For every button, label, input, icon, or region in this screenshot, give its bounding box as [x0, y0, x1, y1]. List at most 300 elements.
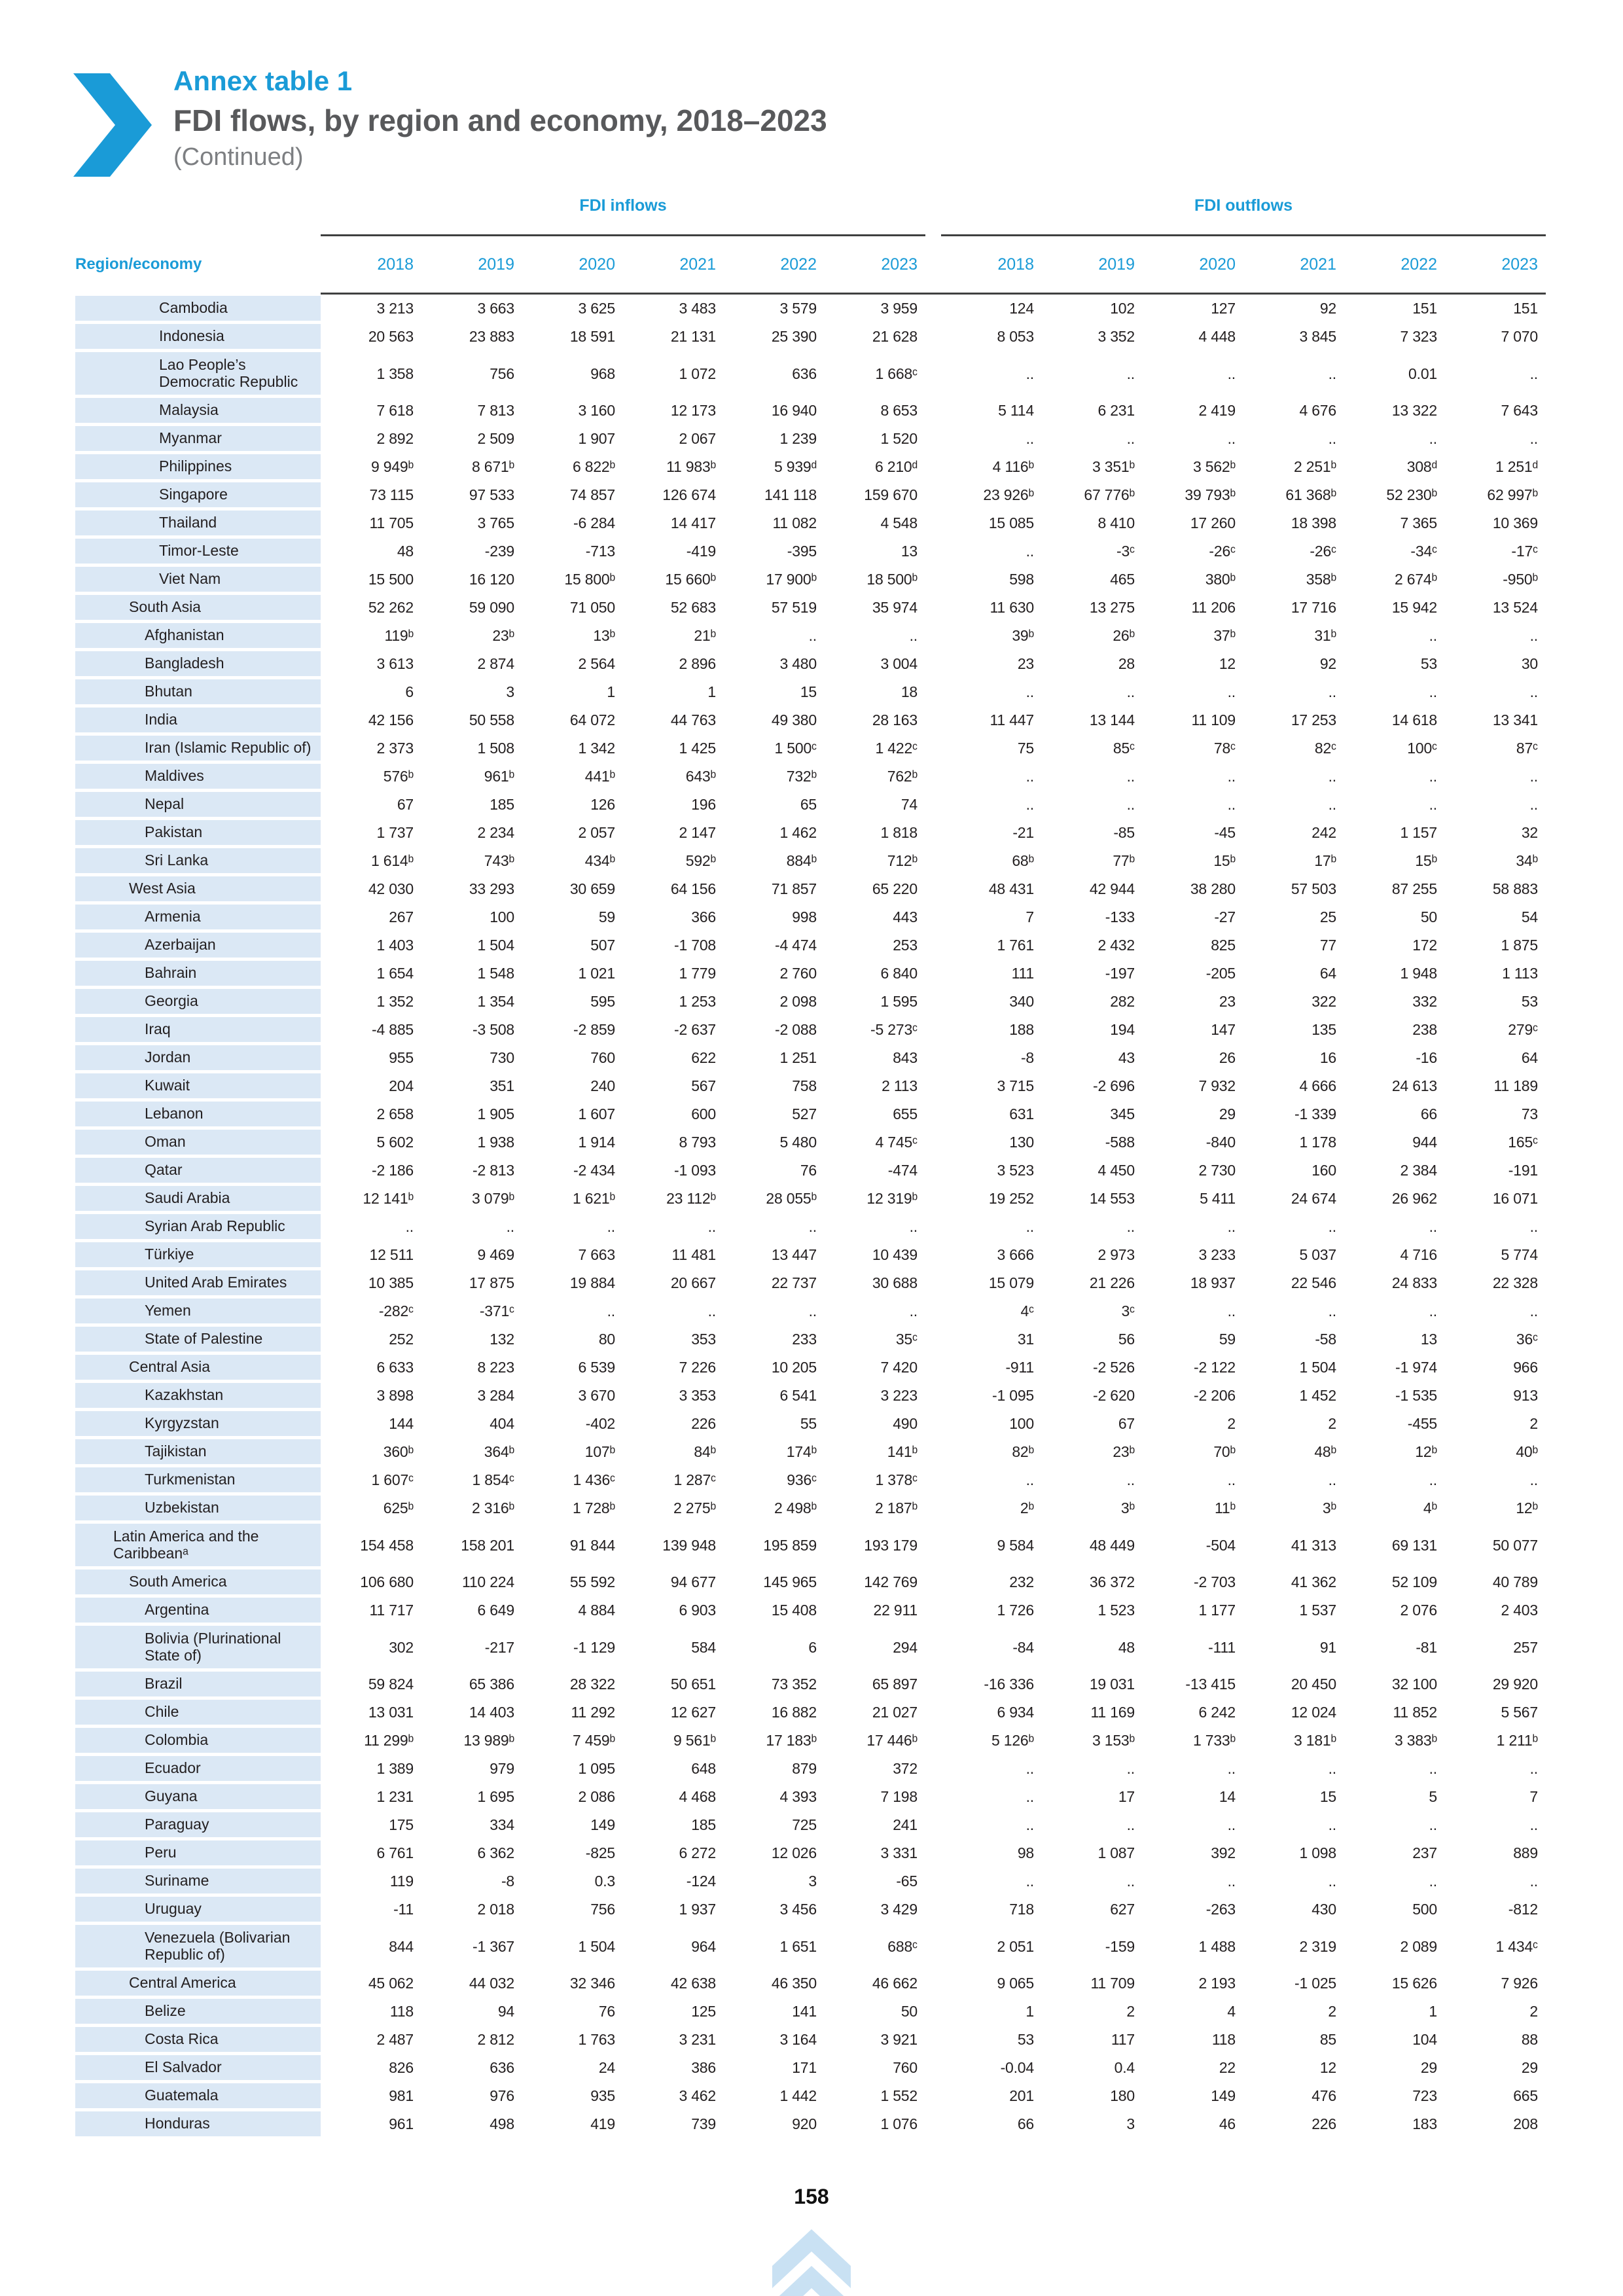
value-cell: 2 076: [1400, 1602, 1437, 1619]
value-cell: 53: [1017, 2031, 1034, 2048]
value-cell: 144: [389, 1415, 414, 1432]
value-cell: 2 187ᵇ: [874, 1499, 918, 1516]
value-cell: -8: [501, 1873, 514, 1890]
group-gap: [925, 1128, 941, 1157]
value-cell: 100ᶜ: [1407, 740, 1437, 757]
value-cell: 66: [1017, 2115, 1034, 2132]
page-number: 158: [794, 2185, 829, 2208]
value-cell: 443: [893, 908, 918, 925]
row-label: Indonesia: [75, 324, 321, 349]
value-cell: 739: [691, 2115, 716, 2132]
value-cell: 119: [389, 1873, 414, 1890]
value-cell: 1 651: [779, 1937, 817, 1955]
value-cell: -2 186: [371, 1162, 414, 1179]
value-cell: -26ᶜ: [1209, 543, 1236, 560]
row-label: Pakistan: [75, 820, 321, 845]
table-row: [75, 2026, 1546, 2054]
value-cell: 94: [497, 2003, 514, 2020]
value-cell: 194: [1110, 1021, 1135, 1038]
year-label: 2021: [679, 255, 716, 274]
year-label: 2018: [377, 255, 414, 274]
value-cell: 48ᵇ: [1314, 1443, 1336, 1460]
value-cell: 11 109: [1191, 711, 1236, 728]
value-cell: 2 674ᵇ: [1394, 571, 1437, 588]
value-cell: 23 926ᵇ: [983, 486, 1034, 503]
value-cell: ..: [1126, 796, 1135, 813]
value-cell: 4 716: [1400, 1246, 1437, 1263]
row-label: Iran (Islamic Republic of): [75, 736, 321, 761]
table-row: [75, 706, 1546, 734]
value-cell: -825: [585, 1844, 615, 1861]
value-cell: 1 452: [1299, 1387, 1336, 1404]
group-gap: [925, 1670, 941, 1698]
group-gap: [925, 1382, 941, 1410]
value-cell: ..: [1126, 1218, 1135, 1235]
value-cell: 3 921: [880, 2031, 918, 2048]
value-cell: 1 595: [880, 993, 918, 1010]
value-cell: ..: [1126, 1760, 1135, 1777]
value-cell: ..: [1429, 1816, 1437, 1833]
value-cell: 100: [490, 908, 514, 925]
value-cell: 419: [590, 2115, 615, 2132]
value-cell: 404: [490, 1415, 514, 1432]
value-cell: 3 579: [779, 300, 817, 317]
value-cell: 1 442: [779, 2087, 817, 2104]
value-cell: 67 776ᵇ: [1084, 486, 1135, 503]
value-cell: 28 322: [569, 1676, 615, 1693]
row-label: Argentina: [75, 1598, 321, 1623]
value-cell: 3 483: [679, 300, 716, 317]
row-label: Venezuela (Bolivarian Republic of): [75, 1925, 321, 1967]
value-cell: 21 226: [1089, 1274, 1135, 1291]
value-cell: ..: [1126, 683, 1135, 700]
row-label: Oman: [75, 1130, 321, 1155]
value-cell: 576ᵇ: [383, 768, 414, 785]
value-cell: -21: [1012, 824, 1034, 841]
value-cell: 3: [506, 683, 514, 700]
value-cell: ..: [1026, 365, 1034, 382]
value-cell: 6 210ᵈ: [874, 458, 918, 475]
value-cell: 6 362: [477, 1844, 514, 1861]
value-cell: 1 504: [578, 1937, 615, 1955]
value-cell: 1: [1026, 2003, 1034, 2020]
value-cell: 56: [1118, 1331, 1135, 1348]
table-row: [75, 1466, 1546, 1494]
value-cell: 240: [590, 1077, 615, 1094]
value-cell: 52 262: [368, 599, 414, 616]
value-cell: 6 822ᵇ: [572, 458, 615, 475]
row-label: Ecuador: [75, 1756, 321, 1781]
value-cell: 55 592: [569, 1573, 615, 1590]
value-cell: 756: [490, 365, 514, 382]
value-cell: ..: [1227, 1760, 1236, 1777]
value-cell: ..: [1328, 683, 1336, 700]
row-label: Timor-Leste: [75, 539, 321, 564]
value-cell: 3ᵇ: [1120, 1499, 1135, 1516]
group-gap: [925, 1100, 941, 1128]
value-cell: 3 959: [880, 300, 918, 317]
group-gap: [925, 988, 941, 1016]
row-label: Yemen: [75, 1299, 321, 1323]
value-cell: 2 234: [477, 824, 514, 841]
row-label: Turkmenistan: [75, 1467, 321, 1492]
value-cell: 7 226: [679, 1359, 716, 1376]
group-header-row: [75, 196, 1546, 234]
value-cell: 1 072: [679, 365, 716, 382]
title-block: [173, 65, 827, 172]
value-cell: 935: [590, 2087, 615, 2104]
value-cell: 3 153ᵇ: [1092, 1732, 1135, 1749]
value-cell: -1 129: [573, 1638, 615, 1656]
value-cell: 73: [1521, 1105, 1538, 1122]
value-cell: -1 339: [1294, 1105, 1336, 1122]
value-cell: 595: [590, 993, 615, 1010]
value-cell: 8 410: [1097, 514, 1135, 531]
value-cell: 366: [691, 908, 716, 925]
value-cell: 1 914: [578, 1134, 615, 1151]
value-cell: -5 273ᶜ: [870, 1021, 918, 1038]
value-cell: -1 974: [1395, 1359, 1437, 1376]
value-cell: -2 088: [774, 1021, 817, 1038]
value-cell: ..: [1026, 543, 1034, 560]
value-cell: 308ᵈ: [1406, 458, 1437, 475]
value-cell: 345: [1110, 1105, 1135, 1122]
value-cell: 147: [1211, 1021, 1236, 1038]
value-cell: 10 385: [368, 1274, 414, 1291]
value-cell: 386: [691, 2059, 716, 2076]
value-cell: 17 260: [1190, 514, 1236, 531]
value-cell: 26: [1219, 1049, 1236, 1066]
group-gap: [925, 2054, 941, 2082]
table-row: [75, 1100, 1546, 1128]
group-gap: [925, 295, 941, 323]
value-cell: 174ᵇ: [786, 1443, 817, 1460]
value-cell: 8 793: [679, 1134, 716, 1151]
row-label: Malaysia: [75, 398, 321, 423]
value-cell: 6 840: [880, 965, 918, 982]
value-cell: -2 434: [573, 1162, 615, 1179]
value-cell: 1 621ᵇ: [572, 1190, 615, 1207]
value-cell: 2 057: [578, 824, 615, 841]
value-cell: 46 350: [771, 1975, 817, 1992]
value-cell: 9 469: [477, 1246, 514, 1263]
value-cell: 6 903: [679, 1602, 716, 1619]
value-cell: 77ᵇ: [1113, 852, 1135, 869]
value-cell: 3 351ᵇ: [1092, 458, 1135, 475]
outflows-rule: [941, 234, 1546, 236]
value-cell: 5 114: [998, 402, 1034, 419]
value-cell: 37ᵇ: [1213, 627, 1236, 644]
value-cell: -402: [585, 1415, 615, 1432]
table-row: [75, 2082, 1546, 2110]
chevron-up-icon: [772, 2223, 851, 2296]
value-cell: 1 654: [376, 965, 414, 982]
value-cell: 8 223: [477, 1359, 514, 1376]
value-cell: 92: [1319, 655, 1336, 672]
value-cell: 1 508: [477, 740, 514, 757]
value-cell: 126 674: [662, 486, 716, 503]
value-cell: 17 253: [1291, 711, 1336, 728]
table-row: [75, 1895, 1546, 1924]
group-gap: [925, 1783, 941, 1811]
value-cell: 41 313: [1291, 1536, 1336, 1554]
value-cell: ..: [1429, 1302, 1437, 1319]
value-cell: 498: [490, 2115, 514, 2132]
value-cell: 732ᵇ: [786, 768, 817, 785]
group-gap: [925, 351, 941, 397]
value-cell: ..: [1126, 365, 1135, 382]
value-cell: 1 358: [376, 365, 414, 382]
value-cell: ..: [1126, 430, 1135, 447]
value-cell: -0.04: [1000, 2059, 1034, 2076]
table-row: [75, 1568, 1546, 1596]
table-row: [75, 1044, 1546, 1072]
value-cell: 17 716: [1291, 599, 1336, 616]
value-cell: -1 535: [1395, 1387, 1437, 1404]
value-cell: ..: [1026, 1873, 1034, 1890]
value-cell: 6 633: [376, 1359, 414, 1376]
year-label: 2021: [1300, 255, 1336, 274]
value-cell: 1 251ᵈ: [1495, 458, 1538, 475]
value-cell: -419: [686, 543, 716, 560]
value-cell: 4 448: [1198, 328, 1236, 345]
value-cell: -3ᶜ: [1116, 543, 1135, 560]
table-row: [75, 1382, 1546, 1410]
value-cell: 6 761: [376, 1844, 414, 1861]
value-cell: 3 233: [1198, 1246, 1236, 1263]
group-gap: [925, 791, 941, 819]
value-cell: 998: [792, 908, 817, 925]
value-cell: -2 696: [1092, 1077, 1135, 1094]
table-row: [75, 323, 1546, 351]
value-cell: 2 658: [376, 1105, 414, 1122]
group-gap: [925, 1698, 941, 1727]
value-cell: 889: [1513, 1844, 1538, 1861]
value-cell: 11 717: [369, 1602, 414, 1619]
value-cell: 195 859: [763, 1536, 817, 1554]
value-cell: ..: [1227, 430, 1236, 447]
value-cell: 15: [800, 683, 817, 700]
value-cell: -1 093: [673, 1162, 716, 1179]
value-cell: 636: [490, 2059, 514, 2076]
value-cell: 2 051: [997, 1937, 1034, 1955]
table-row: [75, 1727, 1546, 1755]
value-cell: 3 429: [880, 1901, 918, 1918]
value-cell: 59: [1219, 1331, 1236, 1348]
row-label: Qatar: [75, 1158, 321, 1183]
value-cell: -17ᶜ: [1511, 543, 1538, 560]
value-cell: 434ᵇ: [584, 852, 615, 869]
value-cell: -2 620: [1092, 1387, 1135, 1404]
value-cell: 1 728ᵇ: [572, 1499, 615, 1516]
value-cell: 2 509: [477, 430, 514, 447]
row-label: Guatemala: [75, 2083, 321, 2108]
value-cell: 4 884: [578, 1602, 615, 1619]
row-label: Bahrain: [75, 961, 321, 986]
value-cell: 3: [1126, 2115, 1135, 2132]
value-cell: 961: [389, 2115, 414, 2132]
value-cell: 70ᵇ: [1213, 1443, 1236, 1460]
value-cell: 476: [1311, 2087, 1336, 2104]
value-cell: 11 206: [1191, 599, 1236, 616]
group-gap: [925, 1924, 941, 1969]
value-cell: 1 905: [477, 1105, 514, 1122]
value-cell: 9 065: [997, 1975, 1034, 1992]
value-cell: 392: [1211, 1844, 1236, 1861]
value-cell: 19 884: [569, 1274, 615, 1291]
value-cell: 4 745ᶜ: [875, 1134, 918, 1151]
value-cell: 966: [1513, 1359, 1538, 1376]
chevron-right-icon: [73, 73, 152, 177]
value-cell: 1 342: [578, 740, 615, 757]
table-row: [75, 1325, 1546, 1354]
value-cell: 52 230ᵇ: [1386, 486, 1437, 503]
value-cell: 3 670: [578, 1387, 615, 1404]
value-cell: 12: [1219, 655, 1236, 672]
value-cell: 12: [1319, 2059, 1336, 2076]
table-row: [75, 1410, 1546, 1438]
value-cell: -1 025: [1294, 1975, 1336, 1992]
value-cell: 7: [1026, 908, 1034, 925]
value-cell: 1 668ᶜ: [875, 365, 918, 382]
value-cell: 1 095: [578, 1760, 615, 1777]
value-cell: ..: [1227, 365, 1236, 382]
value-cell: 944: [1412, 1134, 1437, 1151]
value-cell: 6 242: [1198, 1704, 1236, 1721]
value-cell: -263: [1205, 1901, 1236, 1918]
value-cell: 648: [691, 1760, 716, 1777]
value-cell: 11 292: [571, 1704, 615, 1721]
table-row: [75, 1596, 1546, 1624]
value-cell: 22 546: [1291, 1274, 1336, 1291]
value-cell: 507: [590, 937, 615, 954]
value-cell: 372: [893, 1760, 918, 1777]
year-label: 2020: [1199, 255, 1236, 274]
value-cell: 598: [1009, 571, 1034, 588]
table-row: [75, 1624, 1546, 1670]
value-cell: 104: [1412, 2031, 1437, 2048]
value-cell: 15 800ᵇ: [564, 571, 615, 588]
group-gap: [925, 819, 941, 847]
row-label: Nepal: [75, 792, 321, 817]
group-gap: [925, 931, 941, 960]
value-cell: 141ᵇ: [887, 1443, 918, 1460]
value-cell: 118: [1211, 2031, 1236, 2048]
value-cell: 5 126ᵇ: [991, 1732, 1034, 1749]
value-cell: 762ᵇ: [887, 768, 918, 785]
value-cell: 3 562ᵇ: [1192, 458, 1236, 475]
row-label: Chile: [75, 1700, 321, 1725]
value-cell: 968: [590, 365, 615, 382]
group-gap: [925, 622, 941, 650]
table-row: [75, 1072, 1546, 1100]
value-cell: ..: [1429, 1218, 1437, 1235]
value-cell: 7 323: [1400, 328, 1437, 345]
value-cell: 15 660ᵇ: [665, 571, 716, 588]
value-cell: 65 386: [469, 1676, 514, 1693]
value-cell: ..: [1429, 1873, 1437, 1890]
year-label: 2019: [1098, 255, 1135, 274]
value-cell: 17ᵇ: [1314, 852, 1336, 869]
value-cell: 119ᵇ: [384, 627, 414, 644]
value-cell: 2 498ᵇ: [774, 1499, 817, 1516]
row-label: Kyrgyzstan: [75, 1411, 321, 1436]
table-row: [75, 2054, 1546, 2082]
value-cell: 252: [389, 1331, 414, 1348]
row-label: Myanmar: [75, 426, 321, 451]
value-cell: 358ᵇ: [1306, 571, 1336, 588]
value-cell: 52 109: [1391, 1573, 1437, 1590]
value-cell: 20 667: [670, 1274, 716, 1291]
value-cell: 15 079: [988, 1274, 1034, 1291]
group-gap: [925, 960, 941, 988]
value-cell: 71 050: [569, 599, 615, 616]
value-cell: 592ᵇ: [685, 852, 716, 869]
value-cell: 92: [1319, 300, 1336, 317]
value-cell: -191: [1508, 1162, 1538, 1179]
value-cell: 77: [1319, 937, 1336, 954]
table-row: [75, 1998, 1546, 2026]
value-cell: 631: [1009, 1105, 1034, 1122]
table-row: [75, 1297, 1546, 1325]
row-label: Kuwait: [75, 1073, 321, 1098]
value-cell: 14 417: [670, 514, 716, 531]
value-cell: 884ᵇ: [786, 852, 817, 869]
group-gap: [925, 2110, 941, 2138]
value-cell: 725: [792, 1816, 817, 1833]
bottom-chevron-graphic: [772, 2223, 851, 2296]
value-cell: -2 703: [1193, 1573, 1236, 1590]
table-row: [75, 1241, 1546, 1269]
value-cell: -371ᶜ: [479, 1302, 514, 1319]
value-cell: 28 055ᵇ: [766, 1190, 817, 1207]
row-label: Viet Nam: [75, 567, 321, 592]
value-cell: 17 183ᵇ: [766, 1732, 817, 1749]
value-cell: -2 206: [1193, 1387, 1236, 1404]
value-cell: 465: [1110, 571, 1135, 588]
row-label: India: [75, 708, 321, 732]
value-cell: 758: [792, 1077, 817, 1094]
value-cell: 139 948: [662, 1536, 716, 1554]
value-cell: 65: [800, 796, 817, 813]
value-cell: 1 425: [679, 740, 716, 757]
value-cell: 59: [598, 908, 615, 925]
value-cell: 3 353: [679, 1387, 716, 1404]
value-cell: 165ᶜ: [1508, 1134, 1538, 1151]
value-cell: 14 403: [469, 1704, 514, 1721]
value-cell: 78ᶜ: [1213, 740, 1236, 757]
value-cell: 40ᵇ: [1516, 1443, 1538, 1460]
value-cell: -2 526: [1092, 1359, 1135, 1376]
value-cell: 15 085: [988, 514, 1034, 531]
year-label: 2023: [881, 255, 918, 274]
row-label: Bhutan: [75, 679, 321, 704]
value-cell: 1 462: [779, 824, 817, 841]
value-cell: 17 900ᵇ: [766, 571, 817, 588]
value-cell: 760: [893, 2059, 918, 2076]
value-cell: 12 511: [369, 1246, 414, 1263]
value-cell: 4 450: [1097, 1162, 1135, 1179]
value-cell: 3 625: [578, 300, 615, 317]
value-cell: ..: [607, 1218, 615, 1235]
value-cell: 110 224: [461, 1573, 514, 1590]
value-cell: 57 519: [771, 599, 817, 616]
group-gap: [925, 650, 941, 678]
value-cell: ..: [1529, 627, 1538, 644]
value-cell: 32: [1521, 824, 1538, 841]
value-cell: 76: [598, 2003, 615, 2020]
value-cell: 3 160: [578, 402, 615, 419]
